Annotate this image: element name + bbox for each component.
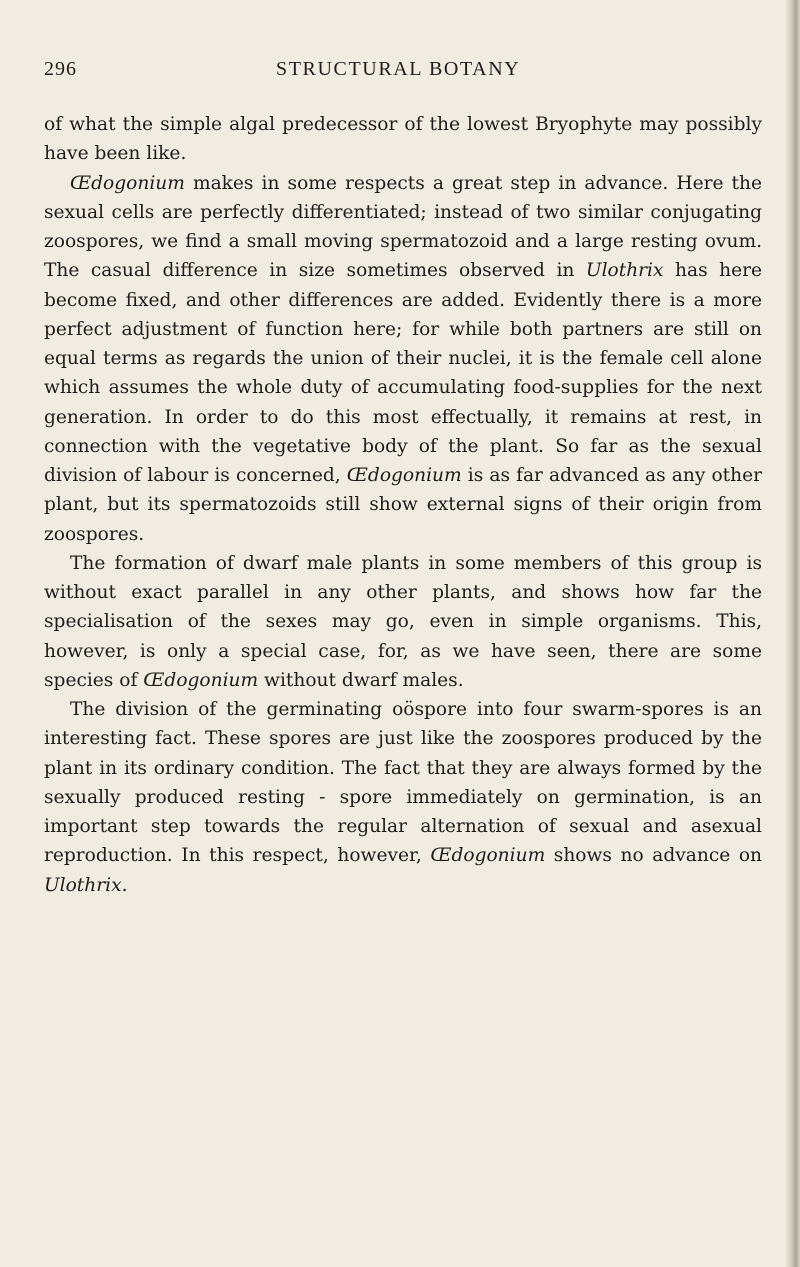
- text-segment: of what the simple algal predecessor of the lowest Bryophyte may possibly have been like.: [44, 114, 762, 165]
- taxon-name: Œdogonium: [70, 172, 185, 194]
- taxon-name: Œdogonium: [430, 845, 546, 867]
- text-segment: shows no advance on: [545, 845, 763, 867]
- taxon-name: Œdogonium: [143, 669, 259, 691]
- text-segment: makes in some respects a great step in advance. Here the sexual cells are perfectly differentiated; instead of two similar conjugating zoospores, we find a small moving spermatozoid and a large resting ovum. The casual difference in size sometimes observed in: [44, 172, 762, 282]
- page-number: 296: [44, 58, 77, 80]
- taxon-name: Œdogonium: [346, 465, 462, 486]
- running-title: STRUCTURAL BOTANY: [276, 58, 521, 80]
- paragraph-3: [44, 549, 762, 695]
- text-segment: is as far advanced as any other plant, but its spermatozoids still show external signs of their origin from zoospores.: [44, 465, 762, 545]
- paragraph-2: [44, 169, 762, 549]
- paragraph-1: [44, 110, 762, 169]
- taxon-name: Ulothrix: [585, 260, 664, 282]
- text-segment: has here become fixed, and other differences are added. Evidently there is a more perfect adjustment of function here; for while both partners are still on equal terms as regards the union of their nuclei, it is the female cell alone which assumes the whole duty of accumulating food-supplies for the next generation. In order to do this most effectually, it remains at rest, in connection with the vegetative body of the plant. So far as the sexual division of labour is concerned,: [44, 260, 762, 486]
- paragraph-4: [44, 695, 762, 900]
- text-segment: without dwarf males.: [258, 669, 464, 691]
- text-segment: The division of the germinating oöspore into four swarm-spores is an interesting fact. These spores are just like the zoospores produced by the plant in its ordinary condition. The fact that they are always formed by the sexually produced resting - spore immediately on germination, is an important step towards the regular alternation of sexual and asexual reproduction. In this respect, however,: [44, 699, 762, 867]
- body-text: [44, 110, 762, 900]
- text-segment: The formation of dwarf male plants in some members of this group is without exact parallel in any other plants, and shows how far the specialisation of the sexes may go, even in simple organisms. This, however, is only a special case, for, as we have seen, there are some species of: [44, 552, 762, 691]
- taxon-name: Ulothrix.: [44, 874, 128, 896]
- page-edge-shadow: [786, 0, 800, 1267]
- running-head: [0, 58, 800, 86]
